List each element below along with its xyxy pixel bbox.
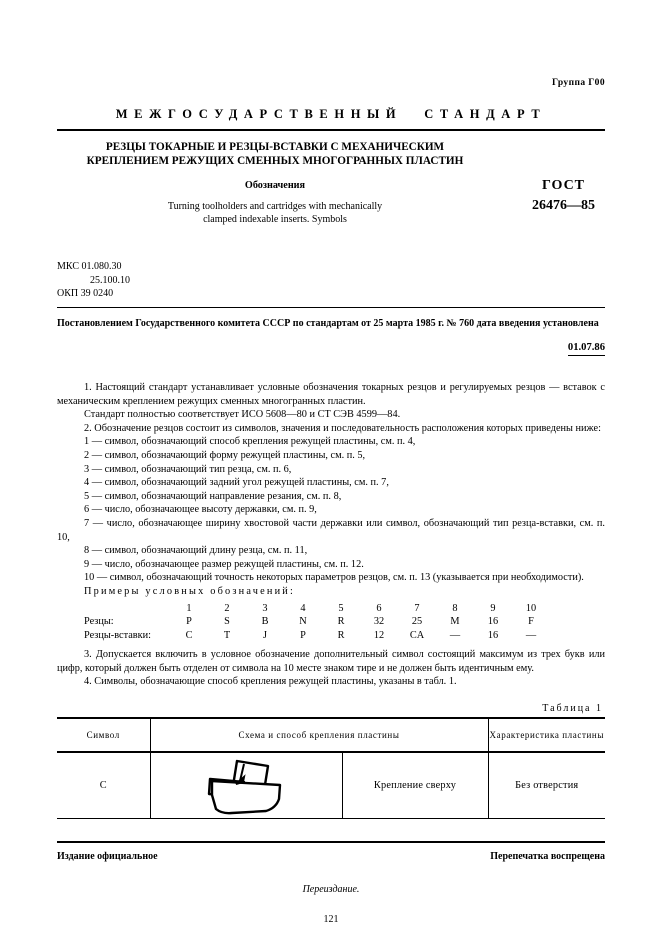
table-header-scheme: Схема и способ крепления пластины <box>150 718 488 752</box>
toolholder-value-1: P <box>186 616 192 628</box>
examples-number-row <box>57 602 605 616</box>
page-title <box>65 140 485 168</box>
subtitle-english-line-2: clamped indexable inserts. Symbols <box>203 214 347 225</box>
gost-label: ГОСТ <box>541 178 586 193</box>
mks-value: 01.080.30 <box>81 261 122 272</box>
cartridge-value-6: 12 <box>373 629 385 641</box>
codes-rule <box>57 307 605 308</box>
footer-reissue: Переиздание. <box>302 884 360 896</box>
mks-code-line-2: 25.100.10 <box>90 274 130 286</box>
example-position-1: 1 <box>186 602 192 614</box>
table-cell-method: Крепление сверху <box>342 752 488 819</box>
document-kind-heading <box>57 107 605 122</box>
cartridge-value-1: C <box>185 629 193 641</box>
paragraph-2: 2. Обозначение резцов состоит из символов, значения и последовательность расположения которых приведены ниже: <box>84 422 601 434</box>
example-position-9: 9 <box>490 602 496 614</box>
page-title-line-1: РЕЗЦЫ ТОКАРНЫЕ И РЕЗЦЫ-ВСТАВКИ С МЕХАНИЧЕСКИМ <box>105 141 445 153</box>
mks-code-line-1 <box>57 260 605 274</box>
footer-reprint-prohibited: Перепечатка воспрещена <box>490 851 605 863</box>
symbol-item-7: 7 — число, обозначающее ширину хвостовой части державки или символ, обозначающий тип резца-вставки, см. п. 10, <box>57 517 605 543</box>
gost-number: 26476—85 <box>532 198 595 213</box>
classification-codes <box>57 260 605 301</box>
table-row <box>57 752 605 819</box>
examples-heading: Примеры условных обозначений: <box>84 585 296 597</box>
examples-row-cartridges <box>57 629 605 643</box>
examples-row-toolholders <box>57 615 605 629</box>
toolholder-value-10: F <box>528 616 534 628</box>
body-text-continued <box>57 648 605 689</box>
top-clamp-insert-icon <box>192 757 300 815</box>
cartridge-value-3: J <box>262 629 267 641</box>
okp-code-line <box>57 287 605 301</box>
table-header-symbol: Символ <box>57 718 150 752</box>
toolholder-value-9: 16 <box>487 616 499 628</box>
symbol-item-10: 10 — символ, обозначающий точность некоторых параметров резцов, см. п. 13 (указывается при необходимости). <box>84 572 584 584</box>
cartridge-value-5: R <box>337 629 345 641</box>
okp-value: 39 0240 <box>80 288 114 299</box>
toolholder-value-4: N <box>299 616 307 628</box>
table-cell-characteristic: Без отверстия <box>488 752 605 819</box>
gost-designation <box>532 178 595 214</box>
example-position-8: 8 <box>452 602 458 614</box>
subtitle-english-line-1: Turning toolholders and cartridges with mechanically <box>167 201 383 212</box>
paragraph-1b: Стандарт полностью соответствует ИСО 5608—80 и СТ СЭВ 4599—84. <box>84 409 401 421</box>
document-kind-word-interstate: МЕЖГОСУДАРСТВЕННЫЙ <box>115 107 403 121</box>
examples-row-cartridges-label: Резцы-вставки: <box>84 629 152 641</box>
toolholder-value-8: M <box>450 616 460 628</box>
subtitle-english <box>65 200 485 226</box>
symbol-item-5: 5 — символ, обозначающий направление резания, см. п. 8, <box>84 490 342 502</box>
example-position-4: 4 <box>300 602 306 614</box>
table-cell-diagram <box>150 752 342 819</box>
title-block <box>57 140 605 252</box>
decree-text: Постановлением Государственного комитета СССР по стандартам от 25 марта 1985 г. № 760 дата введения установлена <box>57 317 599 329</box>
okp-label: ОКП <box>57 288 79 299</box>
symbol-item-1: 1 — символ, обозначающий способ крепления режущей пластины, см. п. 4, <box>84 436 416 448</box>
mks-label: МКС <box>57 261 79 272</box>
symbol-item-2: 2 — символ, обозначающий форму режущей пластины, см. п. 5, <box>84 449 366 461</box>
toolholder-value-5: R <box>337 616 345 628</box>
symbol-item-9: 9 — число, обозначающее размер режущей пластины, см. п. 12. <box>84 558 364 570</box>
table-header-row <box>57 718 605 752</box>
decree-date-row <box>57 337 605 356</box>
heading-spacer <box>402 107 424 122</box>
cartridge-value-2: T <box>223 629 231 641</box>
symbol-item-4: 4 — символ, обозначающий задний угол режущей пластины, см. п. 7, <box>84 477 389 489</box>
table-cell-symbol: C <box>57 752 150 819</box>
symbol-item-6: 6 — число, обозначающее высоту державки, см. п. 9, <box>84 504 317 516</box>
example-position-7: 7 <box>414 602 420 614</box>
example-position-10: 10 <box>525 602 537 614</box>
header-rule-top <box>57 129 605 131</box>
paragraph-1: 1. Настоящий стандарт устанавливает условные обозначения токарных резцов и регулируемых резцов — вставок с механическим креплением режущих сменных многогранных пластин. <box>57 382 605 407</box>
footer-row <box>57 851 605 862</box>
example-position-2: 2 <box>224 602 230 614</box>
cartridge-value-4: P <box>300 629 306 641</box>
cartridge-value-8: — <box>449 629 461 641</box>
body-text <box>57 381 605 599</box>
toolholder-value-3: B <box>261 616 269 628</box>
page-content <box>57 0 605 925</box>
toolholder-value-2: S <box>224 616 230 628</box>
paragraph-4: 4. Символы, обозначающие способ крепления режущей пластины, указаны в табл. 1. <box>84 676 457 688</box>
cartridge-value-7: CA <box>409 629 425 641</box>
page-title-line-2: КРЕПЛЕНИЕМ РЕЖУЩИХ СМЕННЫХ МНОГОГРАННЫХ ПЛАСТИН <box>86 155 464 167</box>
document-kind-word-standard: СТАНДАРТ <box>424 107 547 121</box>
examples-row-toolholders-label: Резцы: <box>84 616 114 628</box>
example-position-3: 3 <box>262 602 268 614</box>
symbol-item-3: 3 — символ, обозначающий тип резца, см. п. 6, <box>84 463 292 475</box>
table-header-characteristic: Характеристика пластины <box>488 718 605 752</box>
examples-grid <box>57 602 605 643</box>
cartridge-value-10: — <box>525 629 537 641</box>
toolholder-value-7: 25 <box>411 616 423 628</box>
paragraph-3: 3. Допускается включить в условное обозначение дополнительный символ состоящий максимум из трех букв или цифр, который должен быть отделен от символа на 10 месте знаком тире и не должен быть идентичным ему. <box>57 649 605 674</box>
example-position-5: 5 <box>338 602 344 614</box>
symbol-item-8: 8 — символ, обозначающий длину резца, см. п. 11, <box>84 545 308 557</box>
group-marker: Группа Г00 <box>552 78 605 88</box>
footer-official-edition: Издание официальное <box>57 851 158 863</box>
table-caption: Таблица 1 <box>542 703 603 715</box>
footer-rule <box>57 841 605 843</box>
toolholder-value-6: 32 <box>373 616 385 628</box>
subtitle-russian: Обозначения <box>244 180 306 191</box>
page-number: 121 <box>323 914 339 926</box>
clamping-methods-table <box>57 717 605 819</box>
example-position-6: 6 <box>376 602 382 614</box>
effective-date: 01.07.86 <box>568 342 605 356</box>
cartridge-value-9: 16 <box>487 629 499 641</box>
subtitle-block <box>65 180 485 226</box>
